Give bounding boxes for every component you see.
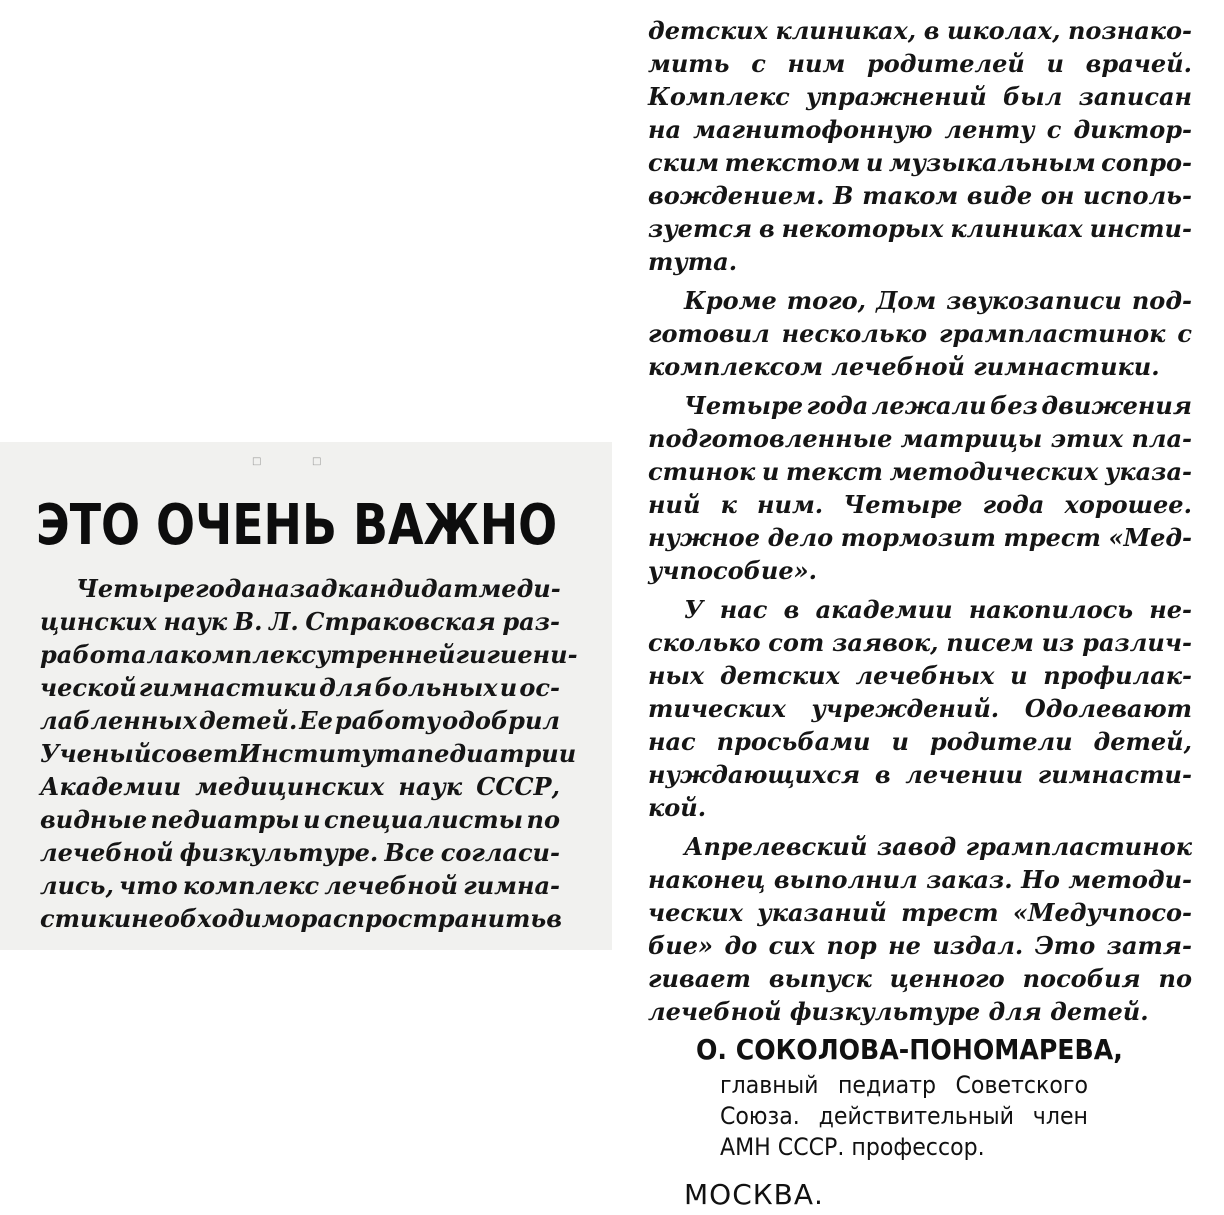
text-line: наконец выполнил заказ. Но методи- <box>648 865 1192 894</box>
author-title-line: АМН СССР. профессор. <box>720 1133 985 1161</box>
text-line: ных детских лечебных и профилак- <box>648 661 1192 690</box>
text-line: подготовленные матрицы этих пла- <box>648 424 1192 453</box>
author-title-line: Союза. действительный член <box>720 1102 1088 1130</box>
text-line: детских клиниках, в школах, познако- <box>648 16 1192 45</box>
text-line: лечебной физкультуре для детей. <box>648 997 1149 1026</box>
text-line: зуется в некоторых клиниках инсти- <box>648 214 1192 243</box>
text-line: лись, что комплекс лечебной гимна- <box>40 871 560 900</box>
text-line: цинских наук В. Л. Страковская раз- <box>40 607 560 636</box>
text-line: нужное дело тормозит трест «Мед- <box>648 523 1192 552</box>
text-line: ческой гимнастики для больных и ос- <box>40 673 560 702</box>
text-line: ческих указаний трест «Медучпосо- <box>648 898 1192 927</box>
text-line: Кроме того, Дом звукозаписи под- <box>684 286 1192 315</box>
article-body-right <box>648 14 1192 1028</box>
text-line: стики необходимо распространить в <box>40 904 563 933</box>
author-name: О. СОКОЛОВА-ПОНОМАРЕВА, <box>696 1033 1123 1066</box>
text-line: гивает выпуск ценного пособия по <box>648 964 1192 993</box>
ornament-square-icon: □ <box>252 456 262 467</box>
text-line: готовил несколько грампластинок с <box>648 319 1192 348</box>
text-line: кой. <box>648 793 707 822</box>
text-line: Четыре года назад кандидат меди- <box>76 574 561 603</box>
text-line: тута. <box>648 247 738 276</box>
text-line: сколько сот заявок, писем из различ- <box>648 628 1192 657</box>
text-line: учпособие». <box>648 556 817 585</box>
text-line: видные педиатры и специалисты по <box>40 805 560 834</box>
article-body-left <box>40 572 578 935</box>
text-line: Апрелевский завод грампластинок <box>684 832 1192 861</box>
text-line: лечебной физкультуре. Все согласи- <box>40 838 560 867</box>
text-line: нас просьбами и родители детей, <box>648 727 1192 756</box>
text-line: бие» до сих пор не издал. Это затя- <box>648 931 1192 960</box>
text-line: работала комплекс утренней гигиени- <box>40 640 578 669</box>
text-line: нуждающихся в лечении гимнасти- <box>648 760 1192 789</box>
text-line: лабленных детей. Ее работу одобрил <box>40 706 560 735</box>
text-line: мить с ним родителей и врачей. <box>648 49 1192 78</box>
text-line: Комплекс упражнений был записан <box>648 82 1192 111</box>
text-line: на магнитофонную ленту с диктор- <box>648 115 1192 144</box>
ornament-square-icon: □ <box>312 456 322 467</box>
left-column <box>0 442 612 950</box>
article-signature <box>648 1030 1168 1215</box>
text-line: тических учреждений. Одолевают <box>648 694 1192 723</box>
text-line: комплексом лечебной гимнастики. <box>648 352 1160 381</box>
text-line: Ученый совет Института педиатрии <box>40 739 577 768</box>
text-line: Академии медицинских наук СССР, <box>40 772 560 801</box>
text-line: стинок и текст методических указа- <box>648 457 1192 486</box>
text-line: ний к ним. Четыре года хорошее. <box>648 490 1192 519</box>
text-line: вождением. В таком виде он исполь- <box>648 181 1192 210</box>
text-line: Четыре года лежали без движения <box>684 391 1192 420</box>
text-line: У нас в академии накопилось не- <box>684 595 1192 624</box>
author-title <box>648 1070 1168 1163</box>
author-title-line: главный педиатр Советского <box>720 1071 1088 1099</box>
text-line: ским текстом и музыкальным сопро- <box>648 148 1192 177</box>
article-headline: ЭТО ОЧЕНЬ ВАЖНО <box>36 493 558 558</box>
dateline-city: МОСКВА. <box>684 1178 824 1211</box>
